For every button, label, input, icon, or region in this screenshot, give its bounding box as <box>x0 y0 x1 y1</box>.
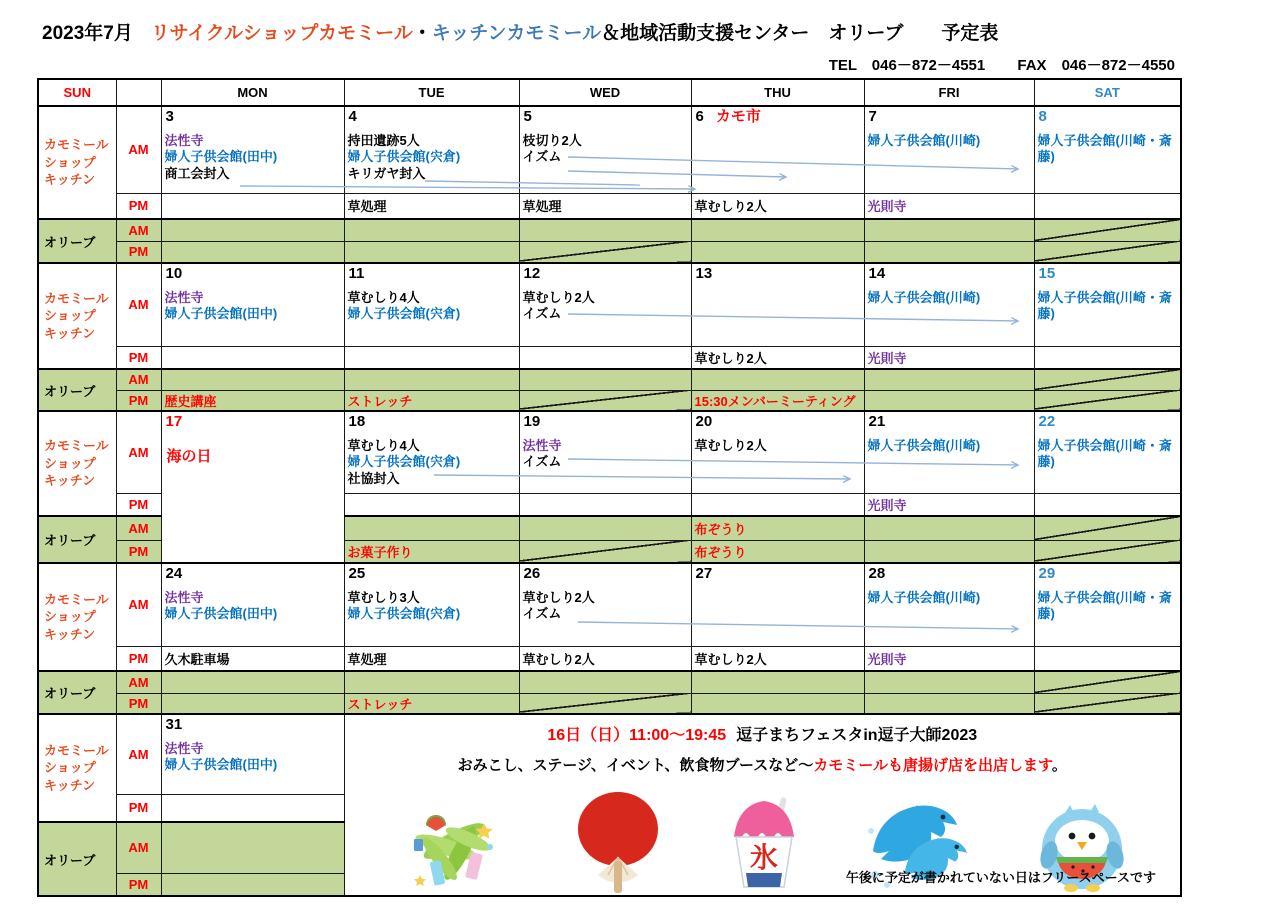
olive-jul24-pm <box>161 693 344 714</box>
date: 7 <box>868 108 877 125</box>
day-cell-jul18-am <box>344 411 519 493</box>
row-label-olive: オリーブ <box>38 219 116 263</box>
day-cell-jul21-am <box>864 411 1034 493</box>
olive-jul3-am <box>161 219 344 241</box>
schedule-entry: イズム <box>522 149 562 165</box>
olive-jul8-am <box>1034 219 1181 241</box>
day-cell-jul7-pm: 光則寺 <box>864 193 1034 219</box>
row-label-chamomile: カモミール ショップ キッチン <box>38 263 116 369</box>
olive-jul26-pm <box>519 693 691 714</box>
olive-jul12-am <box>519 369 691 390</box>
row-label-chamomile: カモミール ショップ キッチン <box>38 106 116 219</box>
am-label: AM <box>116 563 161 646</box>
schedule-entry: イズム <box>522 306 562 322</box>
day-cell-jul28-pm: 光則寺 <box>864 646 1034 671</box>
am-label: AM <box>116 106 161 193</box>
day-cell-jul18-pm <box>344 493 519 516</box>
olive-jul27-am <box>691 671 864 693</box>
festival-description: おみこし、ステージ、イベント、飲食物ブースなど～ <box>457 757 814 774</box>
schedule-entry: 法性寺 <box>164 289 204 305</box>
day-cell-jul8-am <box>1034 106 1181 193</box>
day-cell-jul14-am <box>864 263 1034 346</box>
title-shop-name: リサイクルショップカモミール <box>150 23 413 44</box>
day-cell-jul5-am <box>519 106 691 193</box>
title-kitchen-name: キッチンカモミール <box>431 23 602 44</box>
day-cell-jul3-pm <box>161 193 344 219</box>
am-label: AM <box>116 822 161 873</box>
title-month: 2023年7月 <box>42 23 133 44</box>
day-cell-jul31-am <box>161 714 344 794</box>
date: 26 <box>523 565 541 582</box>
header-ampm <box>116 79 161 106</box>
am-label: AM <box>116 714 161 794</box>
olive-jul18-am <box>344 516 519 540</box>
day-cell-jul20-pm <box>691 493 864 516</box>
schedule-entry: 草むしり4人 <box>347 437 420 453</box>
olive-jul15-am <box>1034 369 1181 390</box>
ice-character: 氷 <box>750 842 779 873</box>
schedule-entry: 婦人子供会館(田中) <box>164 149 278 165</box>
olive-jul11-am <box>344 369 519 390</box>
header-mon: MON <box>161 79 344 106</box>
olive-jul5-am <box>519 219 691 241</box>
olive-jul28-pm <box>864 693 1034 714</box>
schedule-entry: 婦人子供会館(川崎・斎藤) <box>1037 289 1172 322</box>
olive-jul3-pm <box>161 241 344 263</box>
pm-label: PM <box>116 540 161 563</box>
day-cell-jul24-pm: 久木駐車場 <box>161 646 344 671</box>
olive-jul25-pm: ストレッチ <box>344 693 519 714</box>
day-cell-jul27-pm: 草むしり2人 <box>691 646 864 671</box>
olive-jul29-am <box>1034 671 1181 693</box>
day-cell-jul12-am <box>519 263 691 346</box>
olive-jul31-am <box>161 822 344 873</box>
day-cell-jul19-am <box>519 411 691 493</box>
schedule-entry: 草むしり2人 <box>694 437 767 453</box>
day-cell-jul4-pm: 草処理 <box>344 193 519 219</box>
contact-line <box>0 54 1175 75</box>
day-cell-jul27-am <box>691 563 864 646</box>
date: 27 <box>695 565 713 582</box>
header-sat: SAT <box>1034 79 1181 106</box>
date: 19 <box>523 413 541 430</box>
schedule-entry: 草むしり4人 <box>347 289 420 305</box>
header-sun: SUN <box>38 79 116 106</box>
date: 10 <box>165 265 183 282</box>
olive-jul13-am <box>691 369 864 390</box>
day-cell-jul13-am <box>691 263 864 346</box>
holiday-label: 海の日 <box>166 447 212 465</box>
pm-label: PM <box>116 193 161 219</box>
olive-jul11-pm: ストレッチ <box>344 390 519 411</box>
pm-label: PM <box>116 241 161 263</box>
schedule-entry: 草むしり3人 <box>347 589 420 605</box>
day-cell-jul15-pm <box>1034 346 1181 369</box>
schedule-table <box>37 78 1182 897</box>
tel-number: TEL 046－872－4551 <box>828 57 986 74</box>
date: 28 <box>868 565 886 582</box>
festival-highlight: カモミールも唐揚げ店を出店します <box>813 757 1052 774</box>
pm-label: PM <box>116 794 161 822</box>
header-tue: TUE <box>344 79 519 106</box>
am-label: AM <box>116 219 161 241</box>
title-separator: ・ <box>412 23 432 44</box>
olive-jul22-am <box>1034 516 1181 540</box>
olive-jul7-am <box>864 219 1034 241</box>
schedule-entry: 法性寺 <box>164 740 204 756</box>
row-label-olive: オリーブ <box>38 369 116 411</box>
day-cell-jul6-pm: 草むしり2人 <box>691 193 864 219</box>
schedule-entry: 草むしり2人 <box>522 289 595 305</box>
market-event: カモ市 <box>715 108 761 125</box>
pm-label: PM <box>116 646 161 671</box>
schedule-entry: イズム <box>522 606 562 622</box>
header-thu: THU <box>691 79 864 106</box>
olive-jul8-pm <box>1034 241 1181 263</box>
schedule-entry: 婦人子供会館(田中) <box>164 306 278 322</box>
date: 29 <box>1038 565 1056 582</box>
olive-jul19-am <box>519 516 691 540</box>
olive-jul4-pm <box>344 241 519 263</box>
schedule-entry: 婦人子供会館(宍倉) <box>347 454 461 470</box>
olive-jul5-pm <box>519 241 691 263</box>
olive-jul7-pm <box>864 241 1034 263</box>
olive-jul20-am: 布ぞうり <box>691 516 864 540</box>
festival-time: 16日（日）11:00～19:45 <box>547 727 727 744</box>
olive-jul18-pm: お菓子作り <box>344 540 519 563</box>
day-cell-jul19-pm <box>519 493 691 516</box>
festival-title: 逗子まちフェスタin逗子大師2023 <box>736 727 978 744</box>
olive-jul14-pm <box>864 390 1034 411</box>
olive-jul19-pm <box>519 540 691 563</box>
date: 18 <box>348 413 366 430</box>
olive-jul10-pm: 歴史講座 <box>161 390 344 411</box>
day-cell-jul17-holiday <box>161 411 344 563</box>
date: 11 <box>348 265 365 282</box>
day-cell-jul22-pm <box>1034 493 1181 516</box>
day-cell-jul31-pm <box>161 794 344 822</box>
date: 31 <box>165 716 183 733</box>
schedule-entry: 婦人子供会館(宍倉) <box>347 606 461 622</box>
day-cell-jul28-am <box>864 563 1034 646</box>
date: 17 <box>165 413 183 430</box>
pm-label: PM <box>116 693 161 714</box>
schedule-entry: 法性寺 <box>164 589 204 605</box>
olive-jul15-pm <box>1034 390 1181 411</box>
day-cell-jul13-pm: 草むしり2人 <box>691 346 864 369</box>
day-cell-jul7-am <box>864 106 1034 193</box>
day-cell-jul11-am <box>344 263 519 346</box>
header-row <box>38 79 1181 106</box>
pm-label: PM <box>116 873 161 896</box>
schedule-entry: 法性寺 <box>164 132 204 148</box>
schedule-entry: 法性寺 <box>522 437 562 453</box>
am-label: AM <box>116 411 161 493</box>
day-cell-jul6-am <box>691 106 864 193</box>
schedule-entry: 婦人子供会館(川崎) <box>867 437 981 453</box>
row-label-olive: オリーブ <box>38 822 116 896</box>
schedule-entry: 持田遺跡5人 <box>347 132 420 148</box>
day-cell-jul12-pm <box>519 346 691 369</box>
date: 5 <box>523 108 532 125</box>
day-cell-jul15-am <box>1034 263 1181 346</box>
schedule-entry: 婦人子供会館(宍倉) <box>347 306 461 322</box>
olive-jul14-am <box>864 369 1034 390</box>
schedule-entry: 婦人子供会館(川崎・斎藤) <box>1037 132 1172 165</box>
olive-jul26-am <box>519 671 691 693</box>
day-cell-jul4-am <box>344 106 519 193</box>
schedule-entry: 婦人子供会館(田中) <box>164 757 278 773</box>
day-cell-jul10-pm <box>161 346 344 369</box>
olive-jul22-pm <box>1034 540 1181 563</box>
day-cell-jul8-pm <box>1034 193 1181 219</box>
day-cell-jul24-am <box>161 563 344 646</box>
header-fri: FRI <box>864 79 1034 106</box>
row-label-olive: オリーブ <box>38 516 116 563</box>
title-rest: ＆地域活動支援センター オリーブ 予定表 <box>601 23 999 44</box>
date: 4 <box>348 108 357 125</box>
date: 6 カモ市 <box>695 108 761 125</box>
olive-jul4-am <box>344 219 519 241</box>
schedule-entry: 婦人子供会館(宍倉) <box>347 149 461 165</box>
day-cell-jul10-am <box>161 263 344 346</box>
olive-jul24-am <box>161 671 344 693</box>
pm-label: PM <box>116 346 161 369</box>
olive-jul25-am <box>344 671 519 693</box>
date: 22 <box>1038 413 1056 430</box>
date: 21 <box>868 413 886 430</box>
date: 12 <box>523 265 541 282</box>
am-label: AM <box>116 369 161 390</box>
schedule-entry: 婦人子供会館(田中) <box>164 606 278 622</box>
date: 24 <box>165 565 183 582</box>
olive-jul21-pm <box>864 540 1034 563</box>
olive-jul27-pm <box>691 693 864 714</box>
fax-number: FAX 046－872－4550 <box>1017 57 1175 74</box>
pm-label: PM <box>116 493 161 516</box>
schedule-entry: 婦人子供会館(川崎) <box>867 589 981 605</box>
olive-jul6-pm <box>691 241 864 263</box>
day-cell-jul22-am <box>1034 411 1181 493</box>
olive-jul21-am <box>864 516 1034 540</box>
date: 8 <box>1038 108 1047 125</box>
olive-jul13-pm: 15:30メンバーミーティング <box>691 390 864 411</box>
row-label-chamomile: カモミール ショップ キッチン <box>38 714 116 822</box>
am-label: AM <box>116 671 161 693</box>
day-cell-jul3-am <box>161 106 344 193</box>
olive-jul28-am <box>864 671 1034 693</box>
olive-jul6-am <box>691 219 864 241</box>
pm-label: PM <box>116 390 161 411</box>
day-cell-jul20-am <box>691 411 864 493</box>
olive-jul20-pm: 布ぞうり <box>691 540 864 563</box>
schedule-entry: 草むしり2人 <box>522 589 595 605</box>
schedule-entry: 婦人子供会館(川崎) <box>867 132 981 148</box>
day-cell-jul26-pm: 草むしり2人 <box>519 646 691 671</box>
olive-jul12-pm <box>519 390 691 411</box>
day-cell-jul25-pm: 草処理 <box>344 646 519 671</box>
day-cell-jul14-pm: 光則寺 <box>864 346 1034 369</box>
header-wed: WED <box>519 79 691 106</box>
day-cell-jul25-am <box>344 563 519 646</box>
day-cell-jul5-pm: 草処理 <box>519 193 691 219</box>
day-cell-jul21-pm: 光則寺 <box>864 493 1034 516</box>
day-cell-jul29-am <box>1034 563 1181 646</box>
festival-line2: おみこし、ステージ、イベント、飲食物ブースなど～カモミールも唐揚げ店を出店します。 <box>457 757 1067 774</box>
festival-line1 <box>348 722 1178 745</box>
am-label: AM <box>116 516 161 540</box>
day-cell-jul29-pm <box>1034 646 1181 671</box>
schedule-entry: イズム <box>522 454 562 470</box>
schedule-entry: 枝切り2人 <box>522 132 582 148</box>
date: 3 <box>165 108 174 125</box>
page-title <box>42 18 998 45</box>
am-label: AM <box>116 263 161 346</box>
schedule-entry: 婦人子供会館(川崎) <box>867 289 981 305</box>
row-label-chamomile: カモミール ショップ キッチン <box>38 411 116 516</box>
schedule-entry: キリガヤ封入 <box>347 166 426 182</box>
date: 20 <box>695 413 713 430</box>
schedule-entry: 商工会封入 <box>164 166 230 182</box>
schedule-entry: 婦人子供会館(川崎・斎藤) <box>1037 589 1172 622</box>
date: 15 <box>1038 265 1056 282</box>
footnote: 午後に予定が書かれていない日はフリースペースです <box>845 870 1156 885</box>
olive-jul10-am <box>161 369 344 390</box>
date: 13 <box>695 265 713 282</box>
schedule-entry: 社協封入 <box>347 471 400 487</box>
day-cell-jul11-pm <box>344 346 519 369</box>
row-label-olive: オリーブ <box>38 671 116 714</box>
day-cell-jul26-am <box>519 563 691 646</box>
date: 25 <box>348 565 366 582</box>
date: 14 <box>868 265 886 282</box>
row-label-chamomile: カモミール ショップ キッチン <box>38 563 116 671</box>
olive-jul29-pm <box>1034 693 1181 714</box>
schedule-entry: 婦人子供会館(川崎・斎藤) <box>1037 437 1172 470</box>
